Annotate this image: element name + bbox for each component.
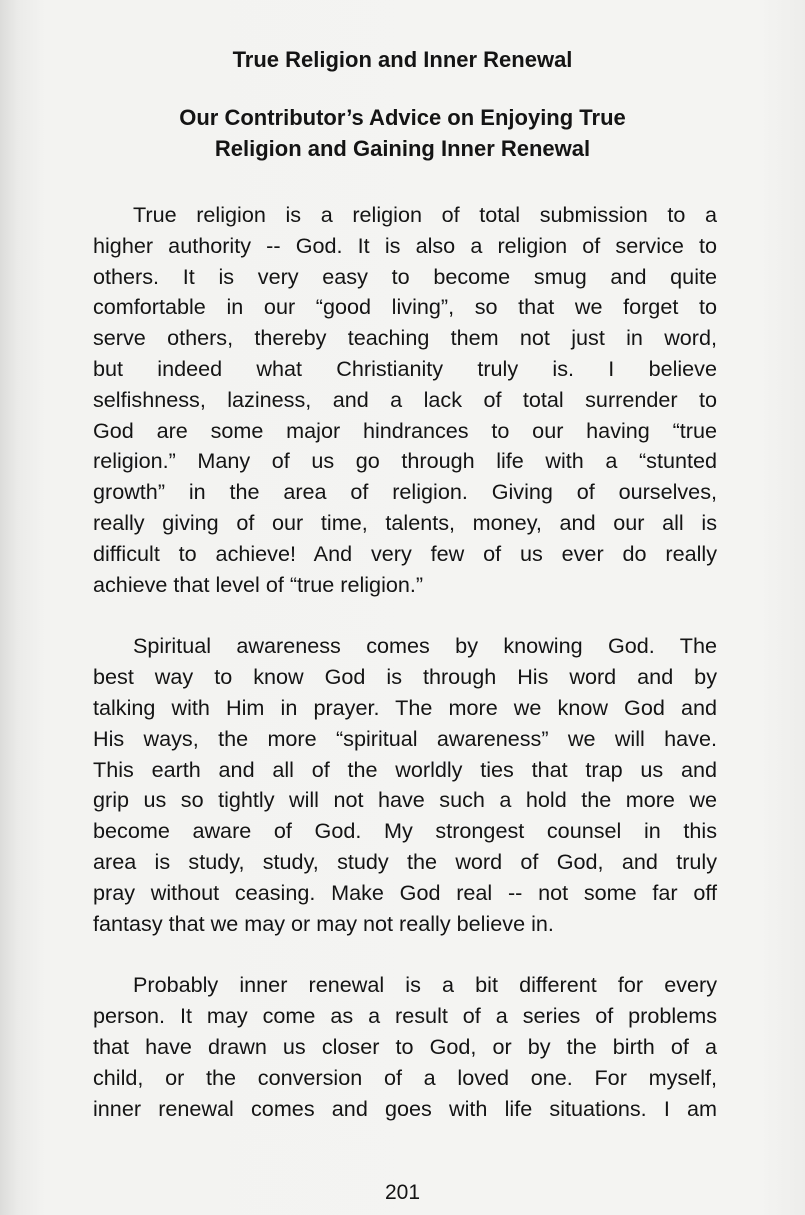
- text-line: difficult to achieve! And very few of us ever do really: [93, 540, 717, 566]
- text-line: that have drawn us closer to God, or by the birth of a: [93, 1033, 717, 1059]
- article-title-line-1: Our Contributor’s Advice on Enjoying True: [179, 105, 626, 130]
- text-line: Spiritual awareness comes by knowing God. The: [133, 633, 717, 659]
- text-line: selfishness, laziness, and a lack of total surrender to: [93, 386, 717, 412]
- article-title-line-2: Religion and Gaining Inner Renewal: [214, 136, 591, 161]
- text-line: others. It is very easy to become smug and quite: [93, 263, 717, 289]
- text-line: True religion is a religion of total submission to a: [133, 202, 717, 227]
- text-line: God are some major hindrances to our having “true: [93, 417, 717, 443]
- text-line: fantasy that we may or may not really believe in.: [93, 910, 554, 936]
- text-line: higher authority -- God. It is also a religion of service to: [93, 232, 717, 258]
- text-line: achieve that level of “true religion.”: [93, 571, 424, 597]
- paragraph-true-religion: [93, 200, 717, 600]
- text-line: pray without ceasing. Make God real -- not some far off: [93, 879, 717, 905]
- body-text: [93, 200, 717, 1155]
- text-line: person. It may come as a result of a series of problems: [93, 1003, 717, 1029]
- paragraph-spiritual-awareness: [93, 631, 717, 939]
- text-line: religion.” Many of us go through life with a “stunted: [93, 448, 717, 474]
- running-head: True Religion and Inner Renewal: [232, 47, 573, 72]
- text-line: area is study, study, study the word of God, and truly: [93, 848, 717, 874]
- text-line: serve others, thereby teaching them not just in word,: [93, 325, 717, 351]
- text-line: Probably inner renewal is a bit different for every: [133, 972, 717, 998]
- paragraph-inner-renewal: [93, 970, 717, 1124]
- article-title: [0, 102, 805, 164]
- text-line: His ways, the more “spiritual awareness” we will have.: [93, 725, 717, 751]
- text-line: grip us so tightly will not have such a hold the more we: [93, 787, 717, 813]
- text-line: really giving of our time, talents, money, and our all is: [93, 509, 717, 535]
- text-line: growth” in the area of religion. Giving of ourselves,: [93, 479, 717, 505]
- page-number: 201: [384, 1181, 421, 1204]
- text-line: best way to know God is through His word and by: [93, 664, 717, 690]
- text-line: become aware of God. My strongest counsel in this: [93, 818, 717, 844]
- text-line: comfortable in our “good living”, so that we forget to: [93, 294, 717, 320]
- text-line: child, or the conversion of a loved one. For myself,: [93, 1064, 717, 1090]
- text-line: but indeed what Christianity truly is. I believe: [93, 355, 717, 381]
- text-line: This earth and all of the worldly ties that trap us and: [93, 756, 717, 782]
- text-line: inner renewal comes and goes with life situations. I am: [93, 1095, 717, 1121]
- text-line: talking with Him in prayer. The more we know God and: [93, 694, 717, 720]
